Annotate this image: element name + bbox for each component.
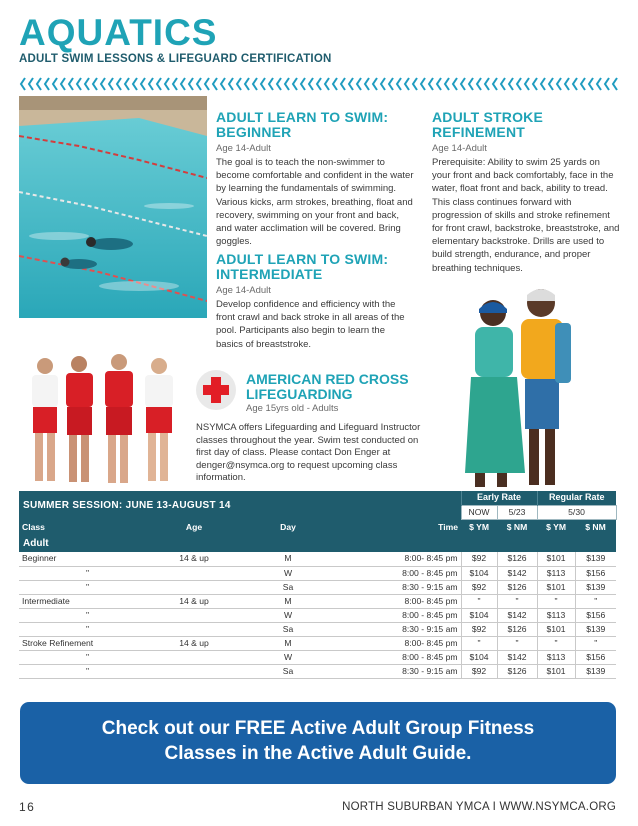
col-header: Time <box>347 519 461 535</box>
course-title: ADULT LEARN TO SWIM: INTERMEDIATE <box>216 251 389 282</box>
table-row <box>19 594 616 608</box>
table-cell: M <box>229 636 347 650</box>
table-cell: $104 <box>461 608 497 622</box>
table-row <box>19 580 616 594</box>
table-cell: W <box>229 608 347 622</box>
col-header: Day <box>229 519 347 535</box>
col-header: $ YM <box>461 519 497 535</box>
table-row <box>19 636 616 650</box>
table-cell: Intermediate <box>19 594 159 608</box>
banner-line: Classes in the Active Adult Guide. <box>164 743 472 764</box>
table-cell <box>159 580 229 594</box>
table-cell: " <box>575 636 616 650</box>
table-cell: " <box>537 636 575 650</box>
table-cell: 8:00 - 8:45 pm <box>347 650 461 664</box>
table-cell: $156 <box>575 566 616 580</box>
course-intermediate <box>216 252 412 351</box>
table-cell: 14 & up <box>159 594 229 608</box>
pool-photo <box>19 96 207 318</box>
table-row <box>19 566 616 580</box>
course-stroke-refinement <box>432 110 620 275</box>
table-cell: 8:30 - 9:15 am <box>347 622 461 636</box>
table-cell: " <box>575 594 616 608</box>
table-cell: Sa <box>229 622 347 636</box>
page-subtitle: ADULT SWIM LESSONS & LIFEGUARD CERTIFICATION <box>19 53 332 65</box>
course-title: ADULT STROKE REFINEMENT <box>432 109 544 140</box>
table-cell: $104 <box>461 566 497 580</box>
table-cell: " <box>19 566 159 580</box>
lifeguarding-age: Age 15yrs old - Adults <box>246 403 339 414</box>
table-cell: 8:00 - 8:45 pm <box>347 566 461 580</box>
table-cell <box>159 608 229 622</box>
chevron-divider <box>19 76 619 92</box>
lifeguarding-description: NSYMCA offers Lifeguarding and Lifeguard Instructor classes throughout the year. Swim test conducted on first day of class. Please contact Don Enger at denger@nsymca.org to request upcoming class information. <box>196 422 421 484</box>
course-age: Age 14-Adult <box>216 285 271 296</box>
table-cell: " <box>497 594 537 608</box>
col-header: Age <box>159 519 229 535</box>
table-cell: $92 <box>461 664 497 678</box>
table-cell: $156 <box>575 608 616 622</box>
table-cell: $139 <box>575 580 616 594</box>
table-cell: $156 <box>575 650 616 664</box>
table-cell: $113 <box>537 566 575 580</box>
table-cell: 14 & up <box>159 552 229 566</box>
col-header: $ YM <box>537 519 575 535</box>
table-cell: " <box>461 636 497 650</box>
course-description: The goal is to teach the non-swimmer to become comfortable and confident in the water by learning the fundamentals of swimming. Various kicks, arm strokes, breathing, float and recovery, swimming on your front and back, and water acclimation will be covered. Bring goggles. <box>216 157 414 248</box>
col-header: $ NM <box>497 519 537 535</box>
course-age: Age 14-Adult <box>432 143 487 154</box>
table-cell: $92 <box>461 552 497 566</box>
table-cell: $126 <box>497 580 537 594</box>
table-cell <box>159 622 229 636</box>
table-cell <box>159 566 229 580</box>
table-cell: $142 <box>497 608 537 622</box>
table-cell: $101 <box>537 580 575 594</box>
table-cell: 8:30 - 9:15 am <box>347 580 461 594</box>
table-cell: $139 <box>575 552 616 566</box>
table-cell: $92 <box>461 580 497 594</box>
table-cell <box>159 650 229 664</box>
table-cell: $101 <box>537 622 575 636</box>
table-row <box>19 552 616 566</box>
table-cell: $126 <box>497 552 537 566</box>
table-cell: 8:00 - 8:45 pm <box>347 608 461 622</box>
table-cell: 14 & up <box>159 636 229 650</box>
table-cell: Sa <box>229 664 347 678</box>
table-cell: Stroke Refinement <box>19 636 159 650</box>
lifeguarding-title: AMERICAN RED CROSS LIFEGUARDING <box>246 371 409 402</box>
table-cell: " <box>19 608 159 622</box>
table-cell: 8:00- 8:45 pm <box>347 636 461 650</box>
table-row <box>19 608 616 622</box>
col-header: Class <box>19 519 159 535</box>
table-cell: 8:00- 8:45 pm <box>347 594 461 608</box>
page-number: 16 <box>19 800 36 814</box>
table-cell: $104 <box>461 650 497 664</box>
early-date-end: 5/23 <box>497 505 537 519</box>
table-cell: $126 <box>497 622 537 636</box>
table-cell: " <box>537 594 575 608</box>
seniors-photo <box>455 283 583 489</box>
table-row <box>19 650 616 664</box>
course-age: Age 14-Adult <box>216 143 271 154</box>
regular-rate-header: Regular Rate <box>537 491 616 505</box>
early-date-now: NOW <box>461 505 497 519</box>
course-description: Prerequisite: Ability to swim 25 yards on your front and back comfortably, face in the water, float front and back, ability to tread. This class continues forward with progression of skills and stroke refinement for front crawl, backstroke, breaststroke, and elementary backstroke. Drills are used to build strength, endurance, and proper breathing techniques. <box>432 157 620 274</box>
course-beginner <box>216 110 414 248</box>
table-cell <box>159 664 229 678</box>
lifeguards-photo <box>19 352 189 488</box>
page-title: AQUATICS <box>19 12 218 53</box>
course-title: ADULT LEARN TO SWIM: BEGINNER <box>216 109 389 140</box>
footer-text: NORTH SUBURBAN YMCA I WWW.NSYMCA.ORG <box>342 801 616 813</box>
schedule-table <box>19 491 617 679</box>
table-cell: " <box>19 622 159 636</box>
table-cell: $126 <box>497 664 537 678</box>
col-header: $ NM <box>575 519 616 535</box>
table-cell: $139 <box>575 622 616 636</box>
table-cell: Beginner <box>19 552 159 566</box>
session-title: SUMMER SESSION: JUNE 13-AUGUST 14 <box>19 491 461 519</box>
course-description: Develop confidence and efficiency with the front crawl and back stroke in all areas of the pool. Participants also begin to learn the basics of breaststroke. <box>216 299 405 350</box>
table-cell: Sa <box>229 580 347 594</box>
table-cell: $92 <box>461 622 497 636</box>
banner-line: Check out our FREE Active Adult Group Fitness <box>101 718 535 739</box>
table-cell: " <box>497 636 537 650</box>
table-cell: $113 <box>537 650 575 664</box>
table-cell: 8:30 - 9:15 am <box>347 664 461 678</box>
table-cell: " <box>461 594 497 608</box>
promo-banner <box>20 702 616 784</box>
table-cell: $101 <box>537 552 575 566</box>
table-cell: W <box>229 566 347 580</box>
table-cell: " <box>19 650 159 664</box>
table-row <box>19 664 616 678</box>
group-label: Adult <box>19 535 616 552</box>
table-cell: " <box>19 664 159 678</box>
table-cell: $101 <box>537 664 575 678</box>
table-cell: M <box>229 594 347 608</box>
table-cell: W <box>229 650 347 664</box>
table-cell: $113 <box>537 608 575 622</box>
table-cell: " <box>19 580 159 594</box>
table-cell: M <box>229 552 347 566</box>
regular-date: 5/30 <box>537 505 616 519</box>
table-row <box>19 622 616 636</box>
table-cell: $142 <box>497 566 537 580</box>
early-rate-header: Early Rate <box>461 491 537 505</box>
table-cell: $142 <box>497 650 537 664</box>
table-cell: 8:00- 8:45 pm <box>347 552 461 566</box>
table-cell: $139 <box>575 664 616 678</box>
table-column-headers <box>19 519 616 535</box>
red-cross-icon <box>196 370 236 410</box>
